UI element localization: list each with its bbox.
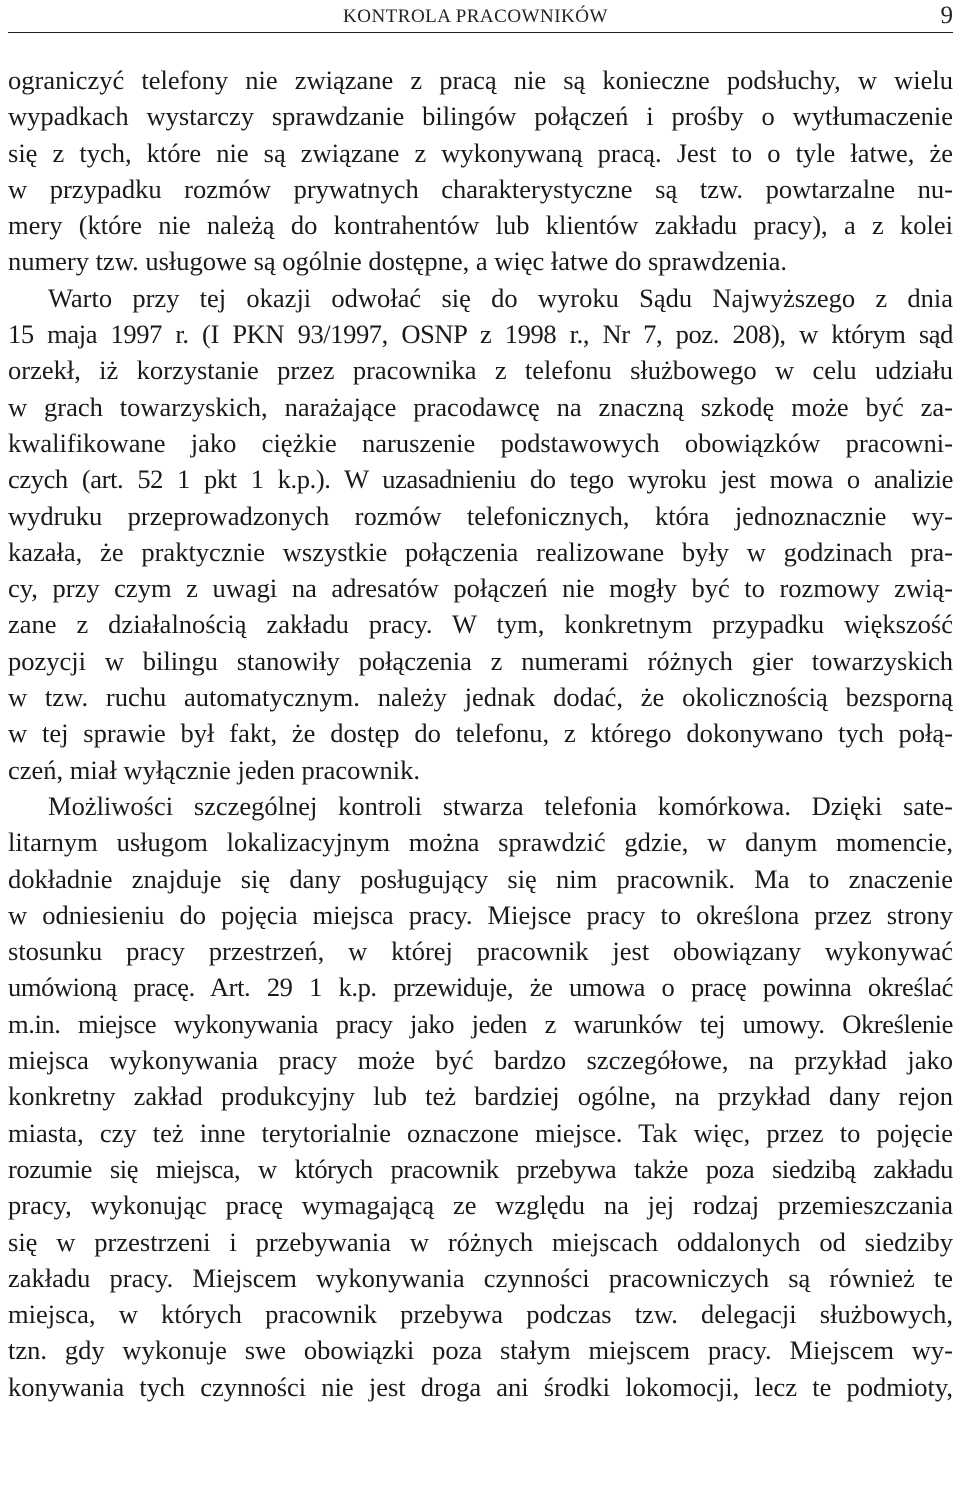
text-line: konywania tych czynności nie jest droga ani środki lokomocji, lecz te podmioty, [8,1371,953,1402]
text-line: miasta, czy też inne terytorialnie oznaczone miejsce. Tak więc, przez to pojęcie [8,1117,953,1148]
text-line: wypadkach wystarczy sprawdzanie bilingów połączeń i prośby o wytłumaczenie [8,101,953,132]
text-line: pozycji w bilingu stanowiły połączenia z numerami różnych gier towarzyskich [8,645,953,676]
text-line: litarnym usługom lokalizacyjnym można sprawdzić gdzie, w danym momencie, [8,827,953,858]
text-line: numery tzw. usługowe są ogólnie dostępne, a więc łatwe do sprawdzenia. [8,246,788,277]
text-line: zakładu pracy. Miejscem wykonywania czynności pracowniczych są również te [8,1262,953,1293]
text-line: 15 maja 1997 r. (I PKN 93/1997, OSNP z 1998 r., Nr 7, poz. 208), w którym sąd [8,319,953,350]
text-line: kazała, że praktycznie wszystkie połączenia realizowane były w godzinach pra- [8,536,953,567]
text-line: Warto przy tej okazji odwołać się do wyroku Sądu Najwyższego z dnia [48,282,953,313]
text-line: czych (art. 52 1 pkt 1 k.p.). W uzasadnieniu do tego wyroku jest mowa o analizie [8,464,953,495]
text-line: pracy, wykonując pracę wymagającą ze względu na jej rodzaj przemieszczania [8,1190,953,1221]
text-line: miejsca, w których pracownik przebywa podczas tzw. delegacji służbowych, [8,1299,953,1330]
text-line: konkretny zakład produkcyjny lub też bardziej ogólne, na przykład dany rejon [8,1081,953,1112]
text-line: wydruku przeprowadzonych rozmów telefonicznych, która jednoznacznie wy- [8,500,953,531]
text-line: tzn. gdy wykonuje swe obowiązki poza stałym miejscem pracy. Miejscem wy- [8,1335,953,1366]
text-line: m.in. miejsce wykonywania pracy jako jeden z warunków tej umowy. Określenie [8,1008,953,1039]
text-line: miejsca wykonywania pracy może być bardzo szczegółowe, na przykład jako [8,1045,953,1076]
text-line: w grach towarzyskich, narażające pracodawcę na znaczną szkodę może być za- [8,391,953,422]
body-text [8,62,953,1405]
text-line: czeń, miał wyłącznie jeden pracownik. [8,754,421,785]
document-page [8,0,953,1505]
text-line: stosunku pracy przestrzeń, w której pracownik jest obowiązany wykonywać [8,936,953,967]
text-line: dokładnie znajduje się dany posługujący się nim pracownik. Ma to znaczenie [8,863,953,894]
text-line: kwalifikowane jako ciężkie naruszenie podstawowych obowiązków pracowni- [8,427,953,458]
running-title: KONTROLA PRACOWNIKÓW [343,6,608,27]
text-line: Możliwości szczególnej kontroli stwarza telefonia komórkowa. Dzięki sate- [48,790,953,821]
text-line: w tej sprawie był fakt, że dostęp do telefonu, z którego dokonywano tych połą- [8,718,953,749]
text-line: ograniczyć telefony nie związane z pracą nie są konieczne podsłuchy, w wielu [8,65,953,95]
text-line: umówioną pracę. Art. 29 1 k.p. przewiduje, że umowa o pracę powinna określać [8,972,953,1003]
text-line: w przypadku rozmów prywatnych charakterystyczne są tzw. powtarzalne nu- [8,173,953,204]
text-line: mery (które nie należą do kontrahentów lub klientów zakładu pracy), a z kolei [8,210,953,241]
text-line: rozumie się miejsca, w których pracownik przebywa także poza siedzibą zakładu [8,1153,953,1184]
running-header [8,2,953,33]
page-number: 9 [940,2,953,29]
text-line: orzekł, iż korzystanie przez pracownika z telefonu służbowego w celu udziału [8,355,953,386]
text-line: cy, przy czym z uwagi na adresatów połączeń nie mogły być to rozmowy zwią- [8,573,953,604]
text-line: w tzw. ruchu automatycznym. należy jednak dodać, że okolicznością bezsporną [8,682,953,713]
text-line: w odniesieniu do pojęcia miejsca pracy. Miejsce pracy to określona przez strony [8,899,953,930]
text-line: się z tych, które nie są związane z wykonywaną pracą. Jest to o tyle łatwe, że [8,137,953,168]
text-line: się w przestrzeni i przebywania w różnych miejscach oddalonych od siedziby [8,1226,953,1257]
text-line: zane z działalnością zakładu pracy. W tym, konkretnym przypadku większość [8,609,953,640]
